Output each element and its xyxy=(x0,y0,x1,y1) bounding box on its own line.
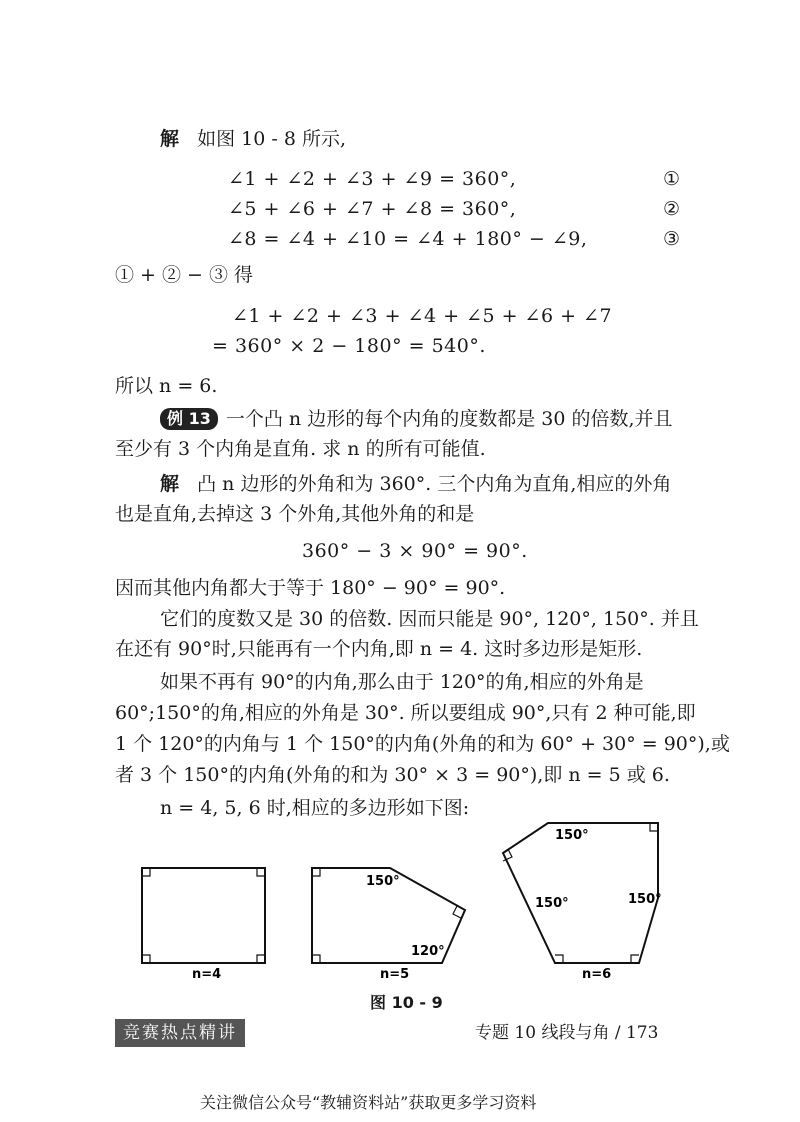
equation-2-number: ② xyxy=(663,198,681,220)
solution-1-intro-text: 如图 10 - 8 所示, xyxy=(197,128,347,150)
equation-1: ∠1 + ∠2 + ∠3 + ∠9 = 360°, xyxy=(228,168,517,190)
page-topic-and-number: 专题 10 线段与角 / 173 xyxy=(475,1023,659,1043)
angle-label-150-left: 150° xyxy=(535,896,569,911)
figure-caption: 图 10 - 9 xyxy=(370,993,443,1012)
solution-2-text: 凸 n 边形的外角和为 360°. 三个内角为直角,相应的外角 xyxy=(197,473,672,495)
conclusion-text: 所以 n = 6. xyxy=(115,375,218,397)
watermark-note: 关注微信公众号“教辅资料站”获取更多学习资料 xyxy=(200,1093,537,1112)
figure-10-9 xyxy=(130,815,690,1010)
paragraph-4-line-2: 60°;150°的角,相应的外角是 30°. 所以要组成 90°,只有 2 种可能,即 xyxy=(115,702,696,724)
rectangle-polygon xyxy=(142,868,265,963)
paragraph-5: n = 4, 5, 6 时,相应的多边形如下图: xyxy=(160,797,470,819)
paragraph-4-line-4: 者 3 个 150°的内角(外角的和为 30° × 3 = 90°),即 n = 5 或 6. xyxy=(115,764,670,786)
example-13-line-2: 至少有 3 个内角是直角. 求 n 的所有可能值. xyxy=(115,438,486,460)
exterior-angle-equation: 360° − 3 × 90° = 90°. xyxy=(302,540,528,562)
label-n5: n=5 xyxy=(380,967,410,982)
label-n6: n=6 xyxy=(582,967,612,982)
label-n4: n=4 xyxy=(192,967,222,982)
angle-label-150-top: 150° xyxy=(555,828,589,843)
equation-1-number: ① xyxy=(663,168,681,190)
sum-equation-line-2: = 360° × 2 − 180° = 540°. xyxy=(212,335,486,357)
solution-label: 解 xyxy=(160,473,180,495)
combine-text: ① + ② − ③ 得 xyxy=(115,264,254,286)
section-tag: 竞赛热点精讲 xyxy=(115,1019,245,1047)
equation-3-number: ③ xyxy=(663,228,681,250)
angle-label-120: 120° xyxy=(411,944,445,959)
example-13-text: 一个凸 n 边形的每个内角的度数都是 30 的倍数,并且 xyxy=(225,408,673,430)
example-13-line-1 xyxy=(160,406,673,432)
solution-2-line-2: 也是直角,去掉这 3 个外角,其他外角的和是 xyxy=(115,503,475,525)
example-badge: 例 13 xyxy=(160,408,218,430)
paragraph-3-line-2: 在还有 90°时,只能再有一个内角,即 n = 4. 这时多边形是矩形. xyxy=(115,638,643,660)
solution-1-intro xyxy=(160,126,346,152)
paragraph-4-line-3: 1 个 120°的内角与 1 个 150°的内角(外角的和为 60° + 30° = 90°),或 xyxy=(115,733,730,755)
paragraph-4-line-1: 如果不再有 90°的内角,那么由于 120°的角,相应的外角是 xyxy=(160,671,644,693)
equation-3: ∠8 = ∠4 + ∠10 = ∠4 + 180° − ∠9, xyxy=(228,228,588,250)
solution-2-line-1 xyxy=(160,471,671,497)
equation-2: ∠5 + ∠6 + ∠7 + ∠8 = 360°, xyxy=(228,198,517,220)
paragraph-2: 因而其他内角都大于等于 180° − 90° = 90°. xyxy=(115,577,506,599)
sum-equation-line-1: ∠1 + ∠2 + ∠3 + ∠4 + ∠5 + ∠6 + ∠7 xyxy=(232,305,613,327)
paragraph-3-line-1: 它们的度数又是 30 的倍数. 因而只能是 90°, 120°, 150°. 并且 xyxy=(160,608,699,630)
angle-label-150-right: 150° xyxy=(628,892,662,907)
angle-label-150: 150° xyxy=(366,874,400,889)
solution-label: 解 xyxy=(160,128,180,150)
